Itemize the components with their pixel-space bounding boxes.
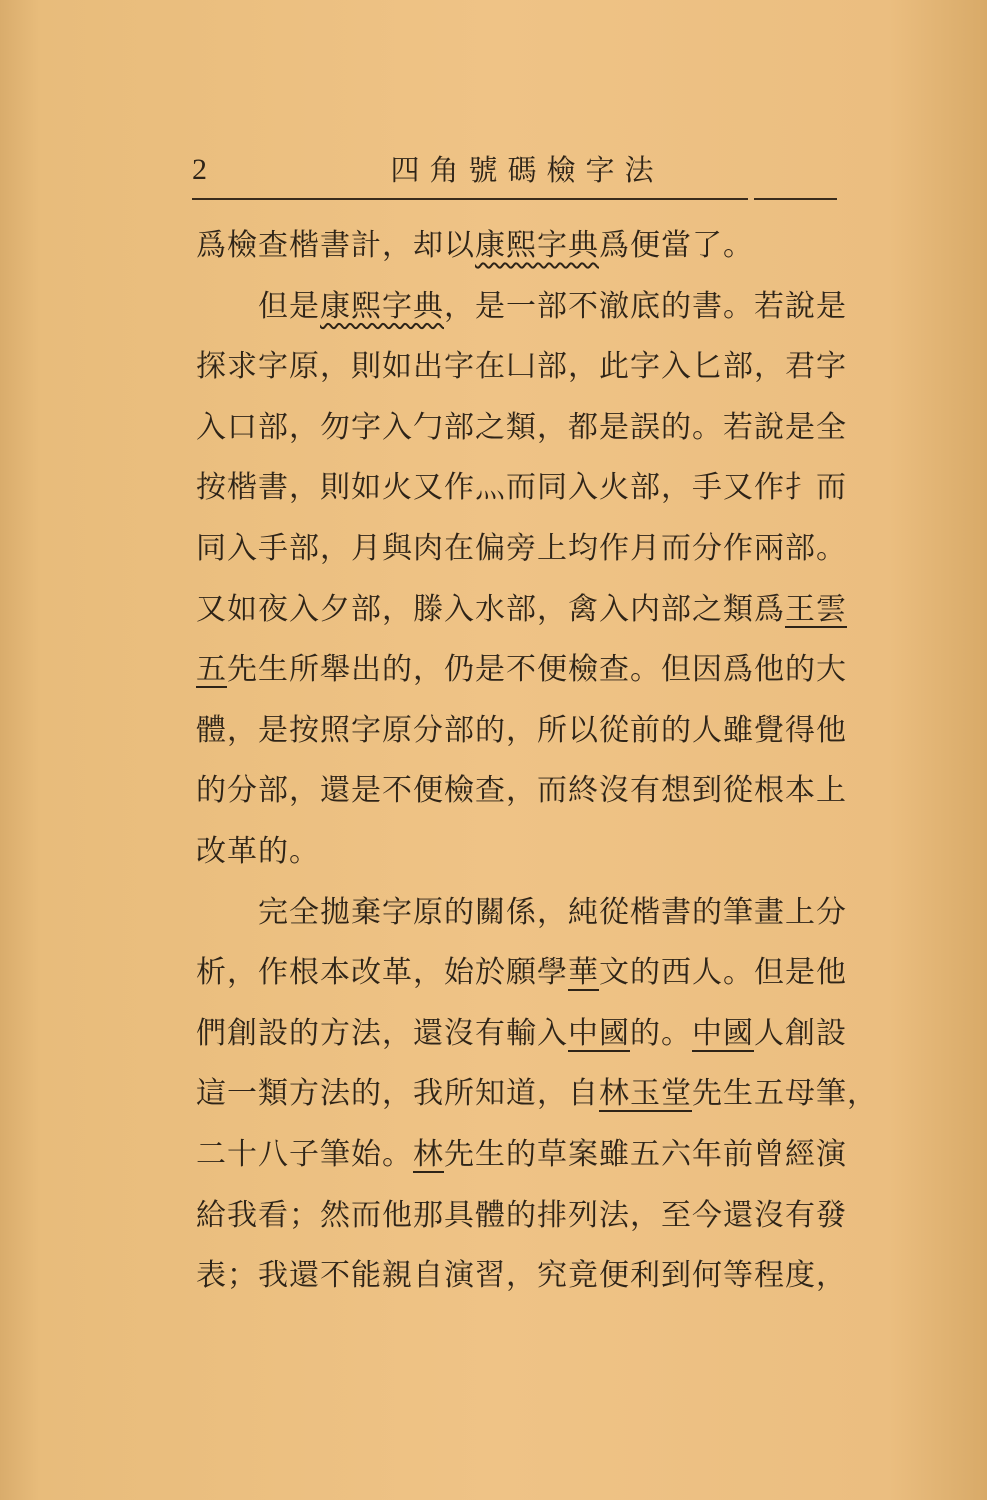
book-title-mark: 康熙字典	[320, 288, 444, 324]
proper-name-mark: 華	[568, 955, 599, 991]
text-line: 析，作根本改革，始於願學華文的西人。但是他	[196, 955, 847, 991]
text-line: 爲檢查楷書計，却以康熙字典爲便當了。	[196, 228, 754, 263]
proper-name-mark: 中國	[568, 1015, 630, 1051]
text-line: 探求字原，則如出字在凵部，此字入匕部，君字	[196, 349, 847, 385]
proper-name-mark: 王雲	[785, 591, 847, 627]
text-line: 同入手部，月與肉在偏旁上均作月而分作兩部。	[196, 530, 847, 566]
proper-name-mark: 林	[413, 1136, 444, 1172]
proper-name-mark: 中國	[692, 1015, 754, 1051]
text-line: 二十八子筆始。林先生的草案雖五六年前曾經演	[196, 1136, 847, 1172]
text-line: 表；我還不能親自演習，究竟便利到何等程度，	[196, 1258, 847, 1294]
proper-name-mark: 林玉堂	[599, 1076, 692, 1112]
page-header	[192, 150, 837, 194]
text-line: 們創設的方法，還沒有輸入中國的。中國人創設	[196, 1015, 847, 1051]
text-line: 五先生所舉出的，仍是不便檢查。但因爲他的大	[196, 652, 847, 688]
text-line: 改革的。	[196, 833, 320, 869]
body-text	[196, 216, 878, 1307]
text-line: 入口部，勿字入勹部之類，都是誤的。若說是全	[196, 409, 847, 445]
text-line: 但是康熙字典，是一部不澈底的書。若說是	[258, 288, 847, 324]
text-line: 這一類方法的，我所知道，自林玉堂先生五母筆，	[196, 1076, 878, 1112]
page-number: 2	[192, 153, 207, 186]
text-line: 又如夜入夕部，滕入水部，禽入内部之類爲王雲	[196, 591, 847, 627]
text-line: 體，是按照字原分部的，所以從前的人雖覺得他	[196, 712, 847, 748]
text-line: 給我看；然而他那具體的排列法，至今還沒有發	[196, 1197, 847, 1233]
text-line: 的分部，還是不便檢查，而終沒有想到從根本上	[196, 773, 847, 809]
book-title-mark: 康熙字典	[475, 228, 599, 263]
text-line: 完全拋棄字原的關係，純從楷書的筆畫上分	[258, 894, 847, 930]
proper-name-mark: 五	[196, 652, 227, 688]
header-rule-gap	[748, 196, 754, 202]
text-line: 按楷書，則如火又作灬而同入火部，手又作扌而	[196, 470, 847, 506]
running-title: 四角號碼檢字法	[390, 153, 664, 187]
header-rule	[192, 198, 837, 200]
